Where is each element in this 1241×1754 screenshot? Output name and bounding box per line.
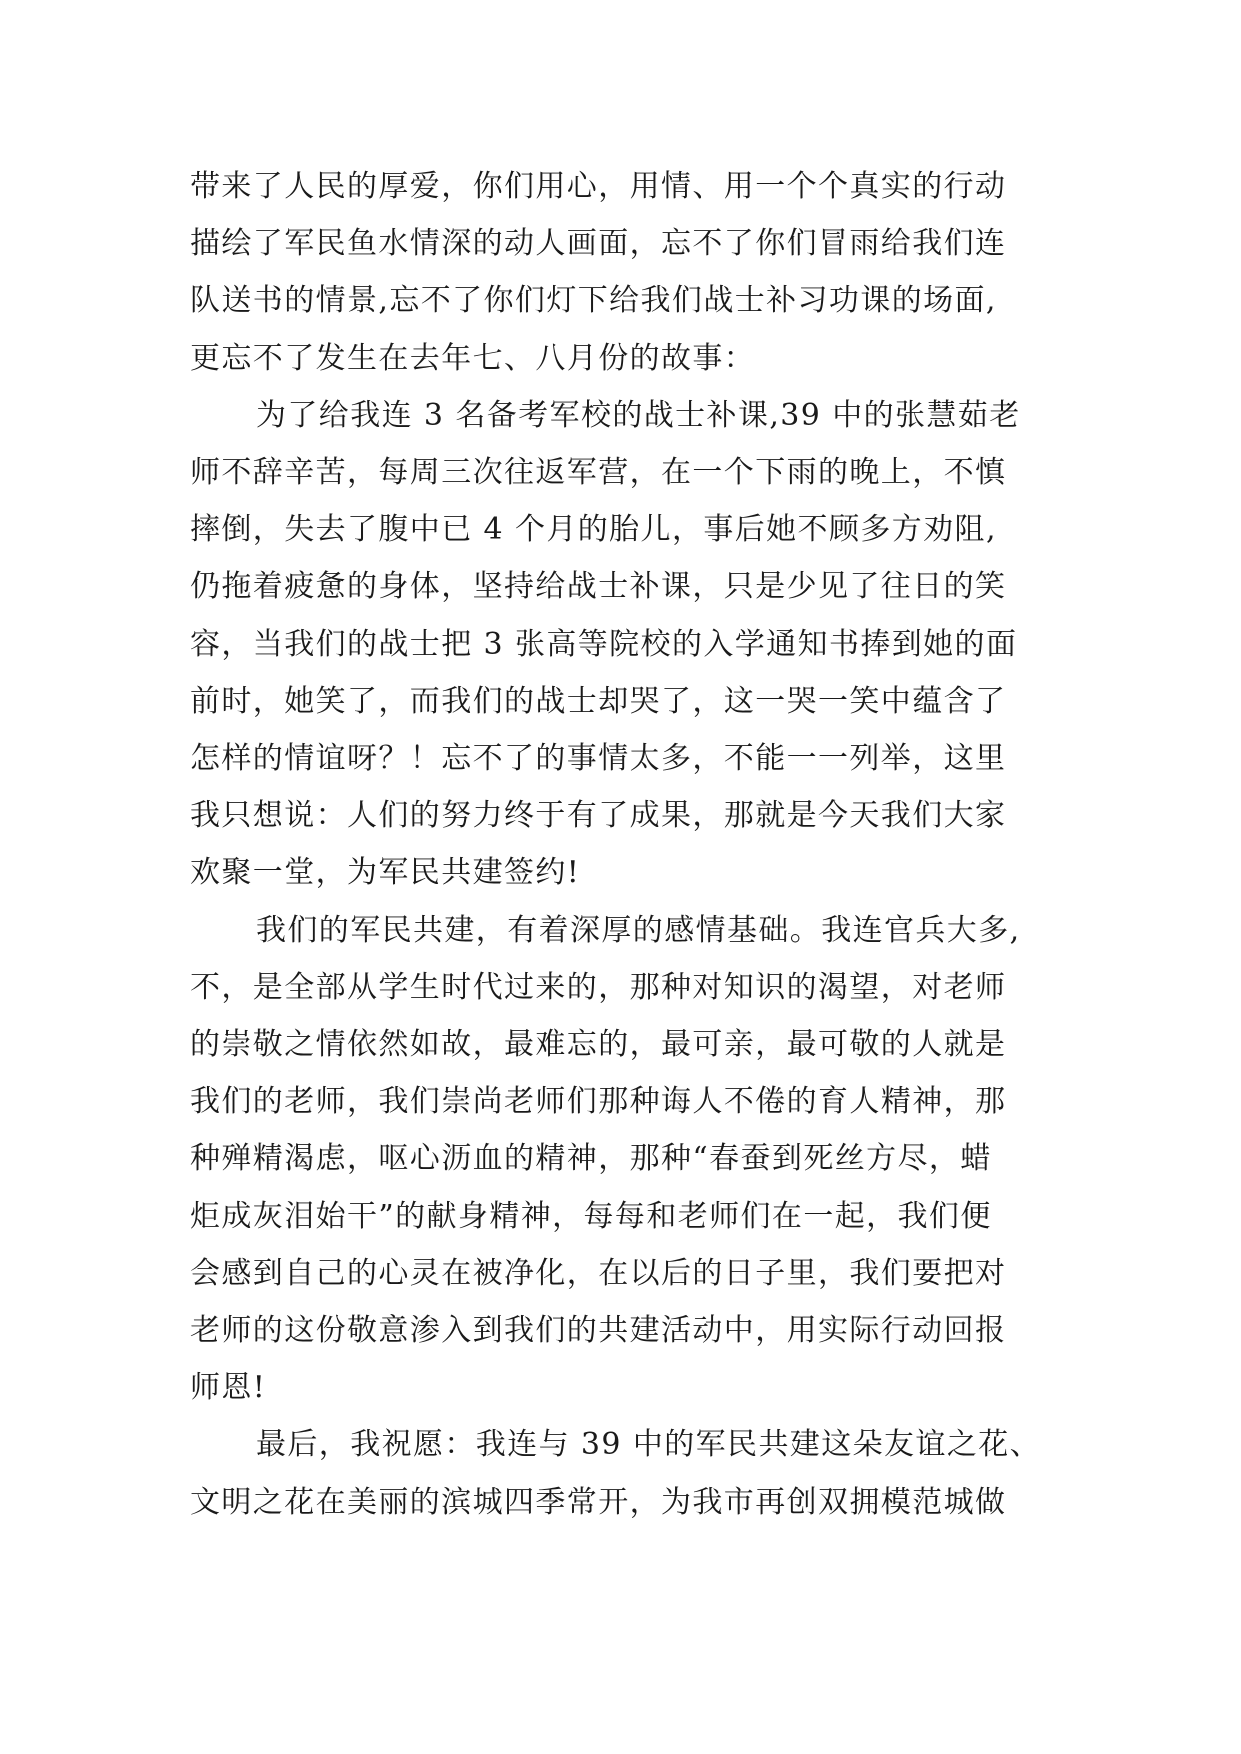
text-line: 炬成灰泪始干”的献身精神，每每和老师们在一起，我们便 — [190, 1198, 992, 1234]
paragraph-2 — [190, 387, 1080, 902]
text-line: 师不辞辛苦，每周三次往返军营，在一个下雨的晚上，不慎 — [190, 455, 1007, 491]
paragraph-1 — [190, 158, 1080, 387]
text-line: 欢聚一堂，为军民共建签约! — [190, 855, 581, 891]
text-line: 仍拖着疲惫的身体，坚持给战士补课，只是少见了往日的笑 — [190, 569, 1007, 605]
text-line: 更忘不了发生在去年七、八月份的故事： — [190, 340, 756, 376]
text-line: 种殚精渴虑，呕心沥血的精神，那种“春蚕到死丝方尽，蜡 — [190, 1141, 992, 1177]
text-line: 描绘了军民鱼水情深的动人画面，忘不了你们冒雨给我们连 — [190, 226, 1007, 262]
paragraph-3 — [190, 902, 1080, 1417]
text-line: 前时，她笑了，而我们的战士却哭了，这一哭一笑中蕴含了 — [190, 683, 1007, 719]
paragraph-4 — [190, 1416, 1080, 1530]
text-line: 不，是全部从学生时代过来的，那种对知识的渴望，对老师 — [190, 969, 1007, 1005]
document-body — [190, 158, 1080, 1531]
text-line: 我只想说：人们的努力终于有了成果，那就是今天我们大家 — [190, 798, 1007, 834]
text-line: 我们的老师，我们崇尚老师们那种诲人不倦的育人精神，那 — [190, 1084, 1007, 1120]
text-line: 最后，我祝愿：我连与 39 中的军民共建这朵友谊之花、 — [256, 1427, 1042, 1463]
text-line: 老师的这份敬意渗入到我们的共建活动中，用实际行动回报 — [190, 1313, 1007, 1349]
text-line: 带来了人民的厚爱，你们用心，用情、用一个个真实的行动 — [190, 169, 1007, 204]
text-line: 我们的军民共建，有着深厚的感情基础。我连官兵大多, — [256, 912, 1021, 948]
text-line: 的崇敬之情依然如故，最难忘的，最可亲，最可敬的人就是 — [190, 1027, 1007, 1063]
text-line: 文明之花在美丽的滨城四季常开，为我市再创双拥模范城做 — [190, 1484, 1007, 1520]
text-line: 师恩! — [190, 1370, 267, 1406]
text-line: 为了给我连 3 名备考军校的战士补课,39 中的张慧茹老 — [256, 397, 1021, 433]
text-line: 队送书的情景,忘不了你们灯下给我们战士补习功课的场面, — [190, 283, 997, 319]
text-line: 会感到自己的心灵在被净化，在以后的日子里，我们要把对 — [190, 1255, 1007, 1291]
text-line: 容，当我们的战士把 3 张高等院校的入学通知书捧到她的面 — [190, 626, 1018, 662]
text-line: 怎样的情谊呀？！忘不了的事情太多，不能一一列举，这里 — [190, 741, 1007, 777]
text-line: 摔倒，失去了腹中已 4 个月的胎儿，事后她不顾多方劝阻, — [190, 512, 997, 548]
